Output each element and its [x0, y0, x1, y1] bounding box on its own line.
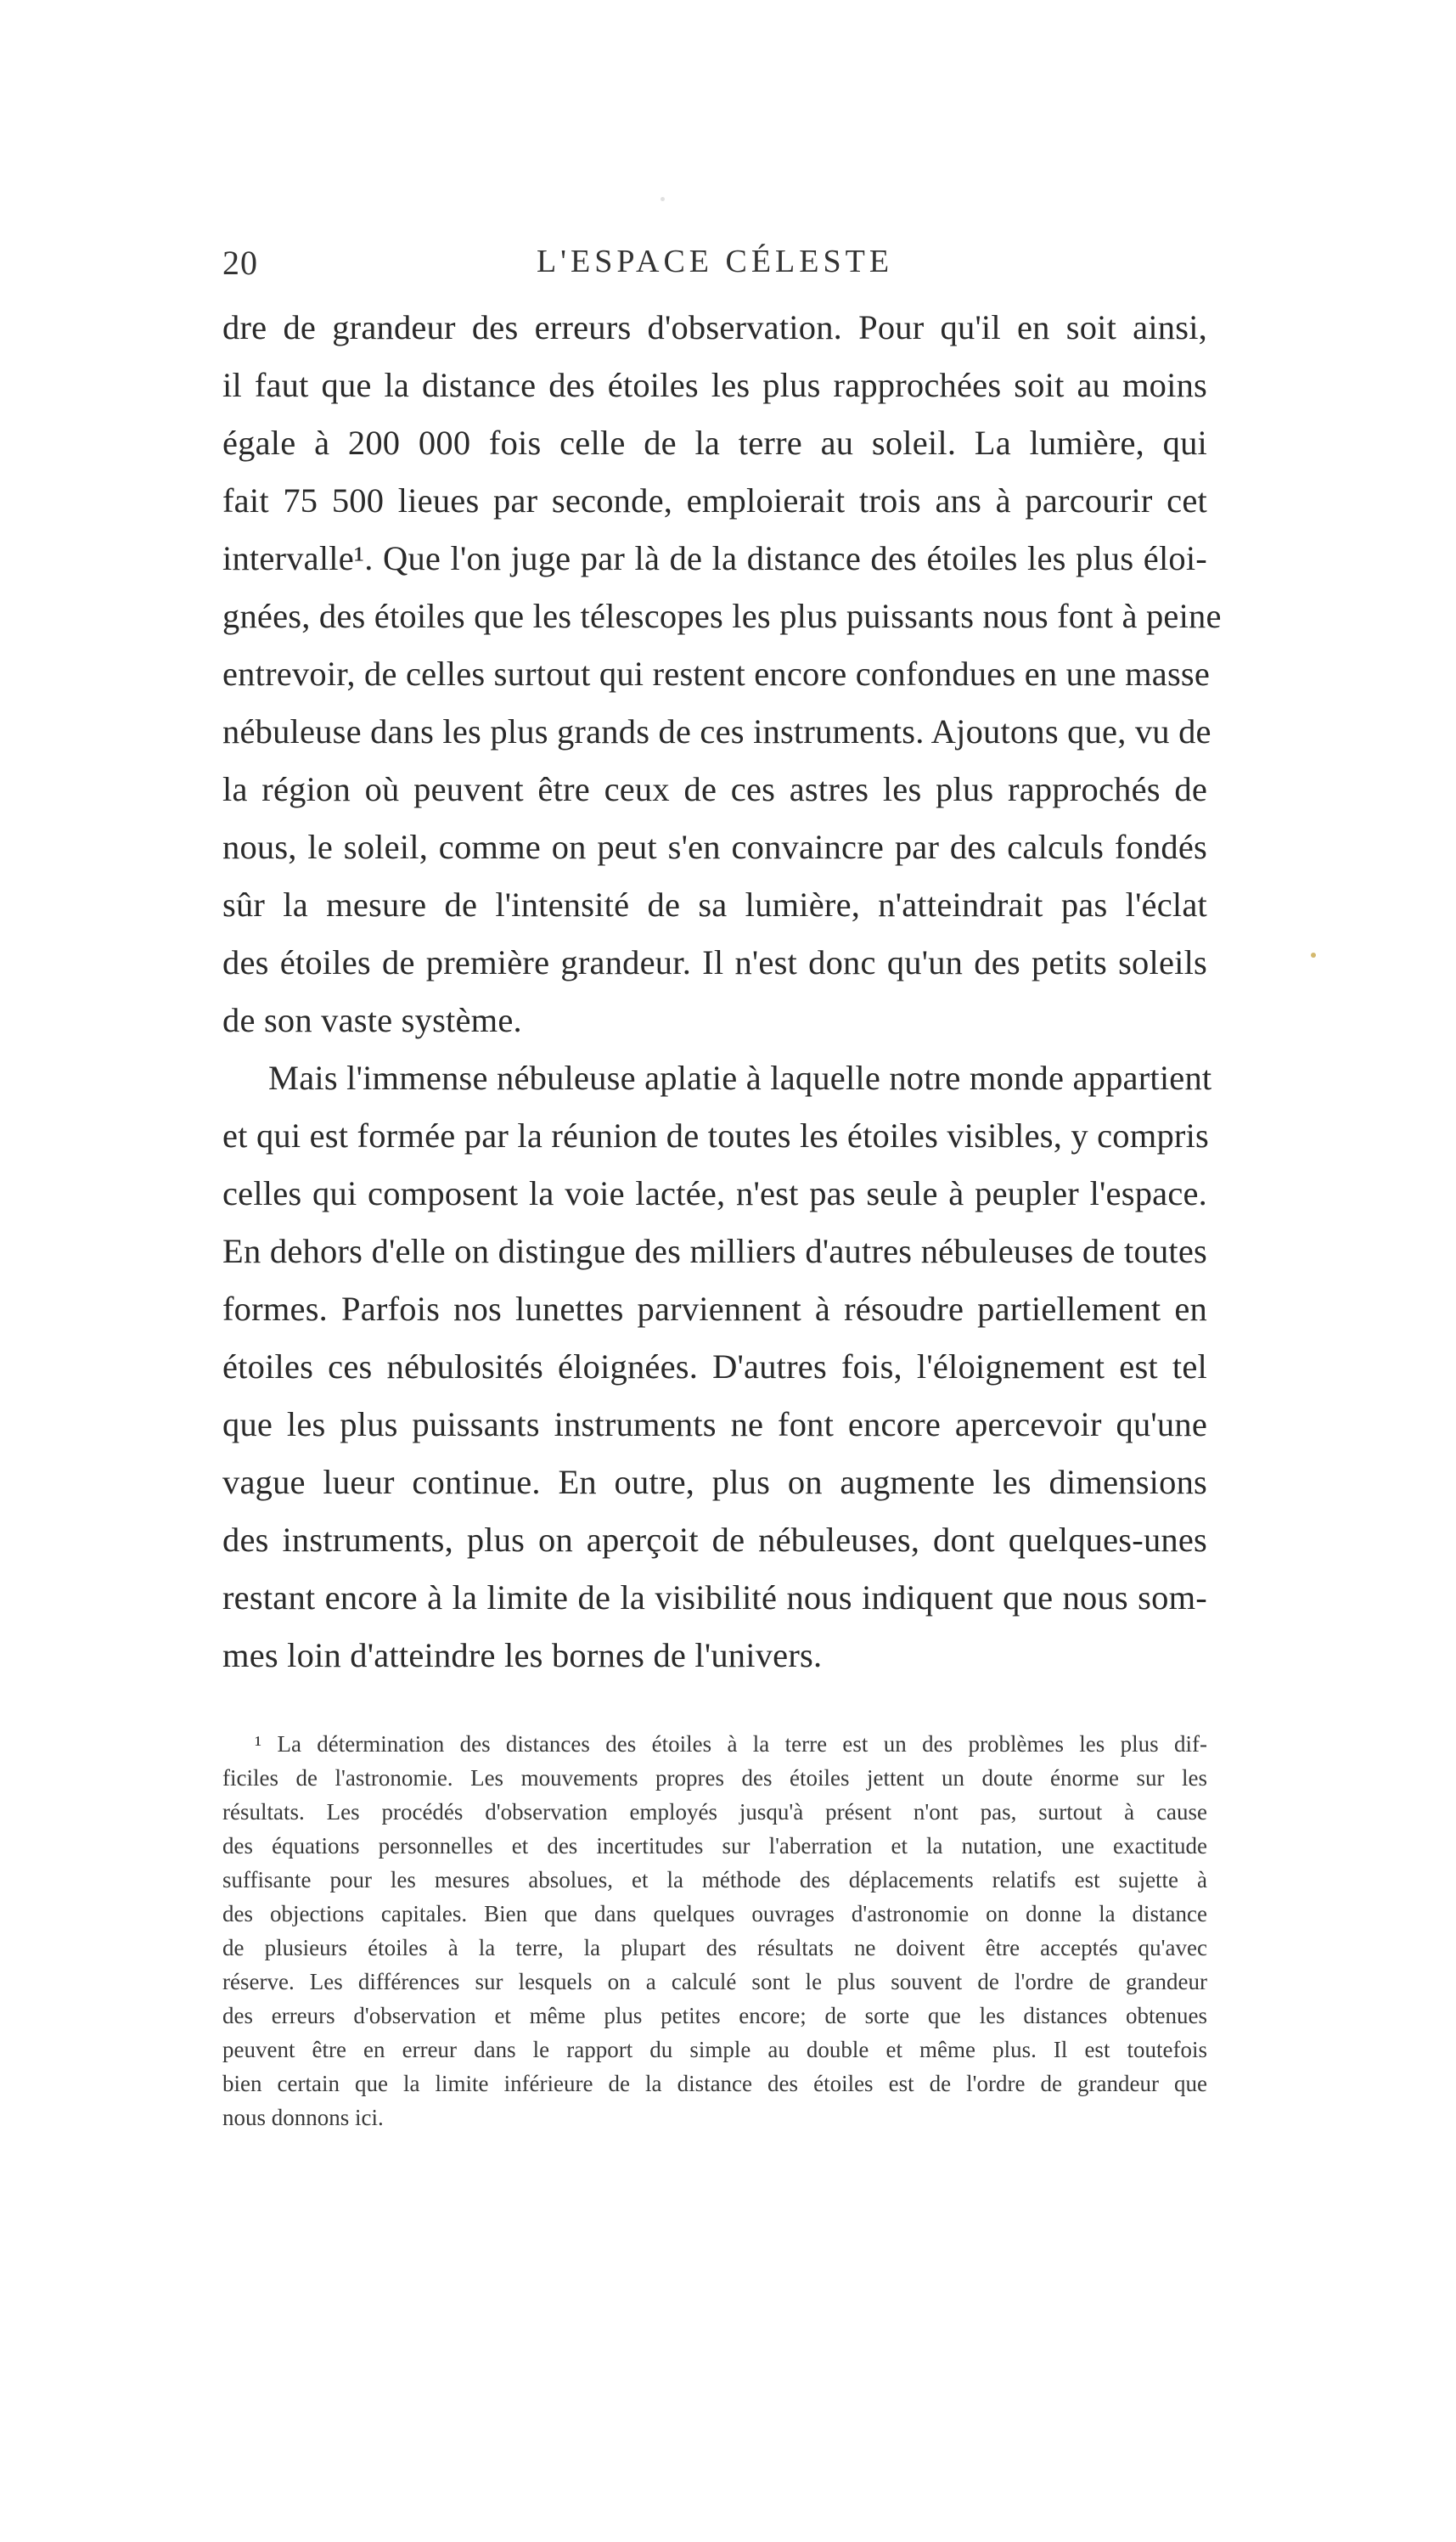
text-line: Mais l'immense nébuleuse aplatie à laquelle notre monde appartient: [268, 1059, 1212, 1097]
footnote-line: bien certain que la limite inférieure de la distance des étoiles est de l'ordre de grandeur que: [222, 2071, 1207, 2096]
footnote-line: réserve. Les différences sur lesquels on a calculé sont le plus souvent de l'ordre de grandeur: [222, 1969, 1207, 1994]
text-line: fait 75 500 lieues par seconde, emploierait trois ans à parcourir cet: [222, 481, 1207, 520]
footnote-line: résultats. Les procédés d'observation employés jusqu'à présent n'ont pas, surtout à cause: [222, 1799, 1207, 1825]
text-line: entrevoir, de celles surtout qui restent encore confondues en une masse: [222, 655, 1211, 693]
paragraph-2: [222, 1049, 1212, 1684]
text-line: étoiles ces nébulosités éloignées. D'autres fois, l'éloignement est tel: [222, 1347, 1207, 1386]
footnote-line: des équations personnelles et des incertitudes sur l'aberration et la nutation, une exactitude: [222, 1833, 1207, 1859]
text-line: égale à 200 000 fois celle de la terre au soleil. La lumière, qui: [222, 424, 1207, 462]
text-line: nous, le soleil, comme on peut s'en convaincre par des calculs fondés: [222, 828, 1207, 866]
footnote-line: des objections capitales. Bien que dans quelques ouvrages d'astronomie on donne la distance: [222, 1901, 1207, 1926]
running-title: L'ESPACE CÉLESTE: [536, 244, 894, 279]
footnote-line: peuvent être en erreur dans le rapport du simple au double et même plus. Il est toutefois: [222, 2037, 1207, 2062]
text-line: des étoiles de première grandeur. Il n'est donc qu'un des petits soleils: [222, 943, 1207, 981]
paragraph-1: [222, 299, 1222, 1049]
footnote-line: des erreurs d'observation et même plus petites encore; de sorte que les distances obtenues: [222, 2003, 1207, 2028]
footnote: [222, 1727, 1207, 2134]
text-line: nébuleuse dans les plus grands de ces instruments. Ajoutons que, vu de: [222, 712, 1211, 751]
text-line: et qui est formée par la réunion de toutes les étoiles visibles, y compris: [222, 1116, 1210, 1155]
text-line: des instruments, plus on aperçoit de nébuleuses, dont quelques-unes: [222, 1521, 1207, 1559]
footnote-line: de plusieurs étoiles à la terre, la plupart des résultats ne doivent être acceptés qu'avec: [222, 1935, 1207, 1960]
text-line: sûr la mesure de l'intensité de sa lumière, n'atteindrait pas l'éclat: [222, 886, 1207, 924]
body-text: [222, 299, 1222, 1684]
footnote-line: suffisante pour les mesures absolues, et la méthode des déplacements relatifs est sujette à: [222, 1867, 1207, 1892]
text-line: intervalle¹. Que l'on juge par là de la distance des étoiles les plus éloi-: [222, 539, 1207, 577]
text-line: dre de grandeur des erreurs d'observation. Pour qu'il en soit ainsi,: [222, 308, 1207, 346]
text-line: il faut que la distance des étoiles les plus rapprochées soit au moins: [222, 366, 1207, 404]
text-line: restant encore à la limite de la visibilité nous indiquent que nous som-: [222, 1578, 1207, 1617]
paper-speck: [1311, 953, 1316, 958]
text-line: vague lueur continue. En outre, plus on augmente les dimensions: [222, 1463, 1207, 1501]
text-line: En dehors d'elle on distingue des milliers d'autres nébuleuses de toutes: [222, 1232, 1207, 1270]
text-line: de son vaste système.: [222, 1001, 522, 1039]
text-line: gnées, des étoiles que les télescopes les plus puissants nous font à peine: [222, 597, 1222, 635]
text-line: formes. Parfois nos lunettes parviennent à résoudre partiellement en: [222, 1290, 1207, 1328]
text-line: que les plus puissants instruments ne font encore apercevoir qu'une: [222, 1405, 1207, 1443]
page-header: [222, 243, 1207, 294]
text-line: celles qui composent la voie lactée, n'est pas seule à peupler l'espace.: [222, 1174, 1207, 1212]
paper-speck: [661, 197, 665, 201]
text-line: la région où peuvent être ceux de ces astres les plus rapprochés de: [222, 770, 1207, 808]
footnote-line: nous donnons ici.: [222, 2105, 384, 2130]
footnote-line: ficiles de l'astronomie. Les mouvements propres des étoiles jettent un doute énorme sur les: [222, 1765, 1207, 1791]
text-line: mes loin d'atteindre les bornes de l'univers.: [222, 1636, 823, 1674]
footnote-line: ¹ La détermination des distances des étoiles à la terre est un des problèmes les plus dif-: [255, 1731, 1207, 1757]
page-number: 20: [222, 244, 258, 282]
